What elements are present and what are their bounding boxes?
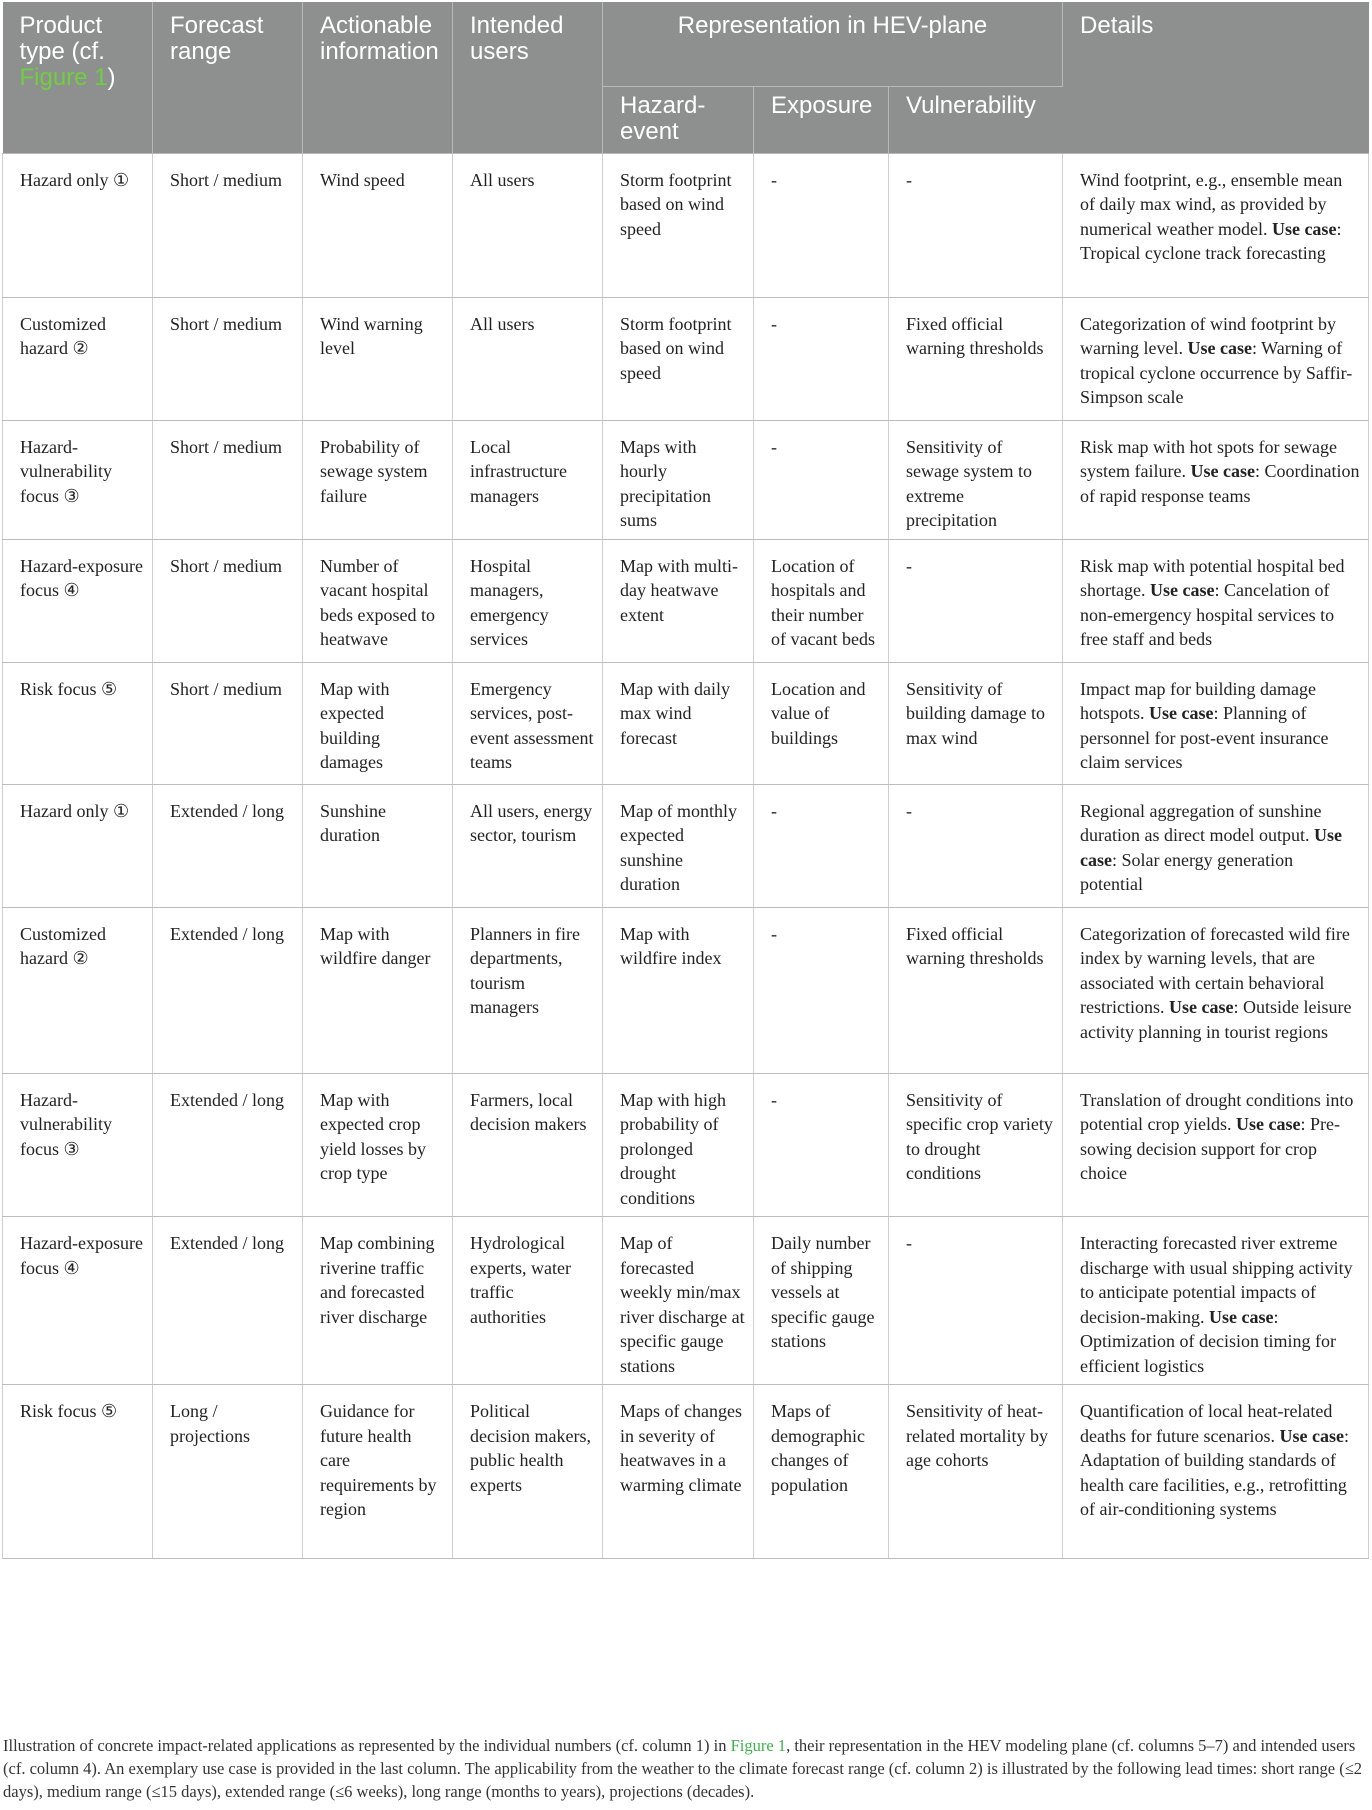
table-row bbox=[3, 1385, 1369, 1559]
cell-range: Extended / long bbox=[153, 1073, 303, 1217]
header-forecast-range: Forecast range bbox=[153, 2, 303, 153]
cell-exposure: Daily number of shipping vessels at specific gauge stations bbox=[754, 1217, 889, 1385]
cell-vulnerability: - bbox=[889, 153, 1063, 297]
header-exposure: Exposure bbox=[754, 86, 889, 153]
cell-exposure: - bbox=[754, 297, 889, 420]
cell-exposure: - bbox=[754, 1073, 889, 1217]
header-product-type: Product type (cf. Figure 1) bbox=[3, 2, 153, 153]
cell-vulnerability: - bbox=[889, 1217, 1063, 1385]
table-row bbox=[3, 1073, 1369, 1217]
header-actionable-information: Actionable information bbox=[303, 2, 453, 153]
cell-product: Hazard only ① bbox=[3, 784, 153, 907]
cell-vulnerability: Fixed official warning thresholds bbox=[889, 297, 1063, 420]
cell-users: All users, energy sector, tourism bbox=[453, 784, 603, 907]
caption-figure-link[interactable]: Figure 1 bbox=[730, 1736, 787, 1755]
cell-exposure: Location and value of buildings bbox=[754, 662, 889, 784]
table-header bbox=[3, 2, 1369, 153]
cell-vulnerability: Sensitivity of specific crop variety to drought conditions bbox=[889, 1073, 1063, 1217]
cell-info: Map with expected building damages bbox=[303, 662, 453, 784]
cell-exposure: Maps of demographic changes of population bbox=[754, 1385, 889, 1559]
cell-users: Local infrastructure managers bbox=[453, 420, 603, 539]
header-details: Details bbox=[1063, 2, 1369, 153]
table-row bbox=[3, 153, 1369, 297]
cell-hazard: Maps with hourly precipitation sums bbox=[603, 420, 754, 539]
cell-info: Number of vacant hospital beds exposed to heatwave bbox=[303, 539, 453, 662]
cell-product: Hazard-vulnerability focus ③ bbox=[3, 420, 153, 539]
cell-users: Hydrological experts, water traffic authorities bbox=[453, 1217, 603, 1385]
cell-details: Quantification of local heat-related deaths for future scenarios. Use case: Adaptation of building standards of health care facilities, e.g., retrofitting of air-conditioning systems bbox=[1063, 1385, 1369, 1559]
cell-hazard: Map with daily max wind forecast bbox=[603, 662, 754, 784]
cell-info: Wind speed bbox=[303, 153, 453, 297]
cell-range: Short / medium bbox=[153, 297, 303, 420]
cell-range: Extended / long bbox=[153, 1217, 303, 1385]
cell-details: Risk map with potential hospital bed shortage. Use case: Cancelation of non-emergency hospital services to free staff and beds bbox=[1063, 539, 1369, 662]
header-intended-users: Intended users bbox=[453, 2, 603, 153]
table-row bbox=[3, 662, 1369, 784]
cell-product: Hazard-exposure focus ④ bbox=[3, 539, 153, 662]
cell-info: Sunshine duration bbox=[303, 784, 453, 907]
cell-details: Risk map with hot spots for sewage system failure. Use case: Coordination of rapid response teams bbox=[1063, 420, 1369, 539]
cell-hazard: Storm footprint based on wind speed bbox=[603, 153, 754, 297]
cell-details: Categorization of forecasted wild fire index by warning levels, that are associated with certain behavioral restrictions. Use case: Outside leisure activity planning in tourist regions bbox=[1063, 907, 1369, 1073]
cell-users: All users bbox=[453, 153, 603, 297]
cell-vulnerability: - bbox=[889, 539, 1063, 662]
cell-info: Map with expected crop yield losses by crop type bbox=[303, 1073, 453, 1217]
cell-product: Risk focus ⑤ bbox=[3, 662, 153, 784]
cell-range: Short / medium bbox=[153, 539, 303, 662]
cell-exposure: - bbox=[754, 420, 889, 539]
cell-details: Wind footprint, e.g., ensemble mean of daily max wind, as provided by numerical weather model. Use case: Tropical cyclone track forecasting bbox=[1063, 153, 1369, 297]
cell-details: Interacting forecasted river extreme discharge with usual shipping activity to anticipate potential impacts of decision-making. Use case: Optimization of decision timing for efficient logistics bbox=[1063, 1217, 1369, 1385]
cell-range: Short / medium bbox=[153, 662, 303, 784]
table-body bbox=[3, 153, 1369, 1559]
table-caption: Illustration of concrete impact-related applications as represented by the individual numbers (cf. column 1) in Figure 1, their representation in the HEV modeling plane (cf. columns 5–7) and intended users (cf. column 4). An exemplary use case is provided in the last column. The applicability from the weather to the climate forecast range (cf. column 2) is illustrated by the following lead times: short range (≤2 days), medium range (≤15 days), extended range (≤6 weeks), long range (months to years), projections (decades). bbox=[3, 1736, 1363, 1801]
applications-table bbox=[2, 2, 1369, 1559]
cell-info: Wind warning level bbox=[303, 297, 453, 420]
cell-users: Planners in fire departments, tourism managers bbox=[453, 907, 603, 1073]
table-row bbox=[3, 907, 1369, 1073]
cell-range: Long / projections bbox=[153, 1385, 303, 1559]
cell-hazard: Map of forecasted weekly min/max river discharge at specific gauge stations bbox=[603, 1217, 754, 1385]
cell-hazard: Map of monthly expected sunshine duration bbox=[603, 784, 754, 907]
cell-product: Customized hazard ② bbox=[3, 907, 153, 1073]
cell-exposure: - bbox=[754, 153, 889, 297]
cell-users: All users bbox=[453, 297, 603, 420]
cell-users: Political decision makers, public health experts bbox=[453, 1385, 603, 1559]
cell-range: Short / medium bbox=[153, 420, 303, 539]
cell-hazard: Maps of changes in severity of heatwaves in a warming climate bbox=[603, 1385, 754, 1559]
cell-vulnerability: Fixed official warning thresholds bbox=[889, 907, 1063, 1073]
table-row bbox=[3, 1217, 1369, 1385]
cell-info: Guidance for future health care requirements by region bbox=[303, 1385, 453, 1559]
header-vulnerability: Vulnerability bbox=[889, 86, 1063, 153]
figure-link[interactable]: Figure 1 bbox=[19, 64, 108, 91]
cell-users: Farmers, local decision makers bbox=[453, 1073, 603, 1217]
cell-exposure: - bbox=[754, 784, 889, 907]
table-row bbox=[3, 420, 1369, 539]
cell-range: Short / medium bbox=[153, 153, 303, 297]
table-row bbox=[3, 539, 1369, 662]
cell-hazard: Map with multi-day heatwave extent bbox=[603, 539, 754, 662]
cell-vulnerability: Sensitivity of sewage system to extreme precipitation bbox=[889, 420, 1063, 539]
cell-hazard: Map with wildfire index bbox=[603, 907, 754, 1073]
cell-hazard: Map with high probability of prolonged drought conditions bbox=[603, 1073, 754, 1217]
cell-details: Impact map for building damage hotspots. Use case: Planning of personnel for post-event insurance claim services bbox=[1063, 662, 1369, 784]
cell-users: Hospital managers, emergency services bbox=[453, 539, 603, 662]
cell-vulnerability: - bbox=[889, 784, 1063, 907]
cell-vulnerability: Sensitivity of heat-related mortality by age cohorts bbox=[889, 1385, 1063, 1559]
cell-product: Risk focus ⑤ bbox=[3, 1385, 153, 1559]
table-row bbox=[3, 297, 1369, 420]
cell-product: Hazard only ① bbox=[3, 153, 153, 297]
cell-details: Regional aggregation of sunshine duration as direct model output. Use case: Solar energy generation potential bbox=[1063, 784, 1369, 907]
cell-range: Extended / long bbox=[153, 784, 303, 907]
cell-users: Emergency services, post-event assessment teams bbox=[453, 662, 603, 784]
header-representation: Representation in HEV-plane bbox=[603, 2, 1063, 86]
cell-range: Extended / long bbox=[153, 907, 303, 1073]
cell-hazard: Storm footprint based on wind speed bbox=[603, 297, 754, 420]
cell-vulnerability: Sensitivity of building damage to max wind bbox=[889, 662, 1063, 784]
table-row bbox=[3, 784, 1369, 907]
cell-info: Map with wildfire danger bbox=[303, 907, 453, 1073]
cell-exposure: Location of hospitals and their number of vacant beds bbox=[754, 539, 889, 662]
cell-product: Hazard-vulnerability focus ③ bbox=[3, 1073, 153, 1217]
cell-details: Translation of drought conditions into potential crop yields. Use case: Pre-sowing decision support for crop choice bbox=[1063, 1073, 1369, 1217]
cell-info: Probability of sewage system failure bbox=[303, 420, 453, 539]
cell-product: Customized hazard ② bbox=[3, 297, 153, 420]
cell-exposure: - bbox=[754, 907, 889, 1073]
cell-product: Hazard-exposure focus ④ bbox=[3, 1217, 153, 1385]
cell-info: Map combining riverine traffic and forecasted river discharge bbox=[303, 1217, 453, 1385]
cell-details: Categorization of wind footprint by warning level. Use case: Warning of tropical cyclone occurrence by Saffir-Simpson scale bbox=[1063, 297, 1369, 420]
header-hazard-event: Hazard-event bbox=[603, 86, 754, 153]
